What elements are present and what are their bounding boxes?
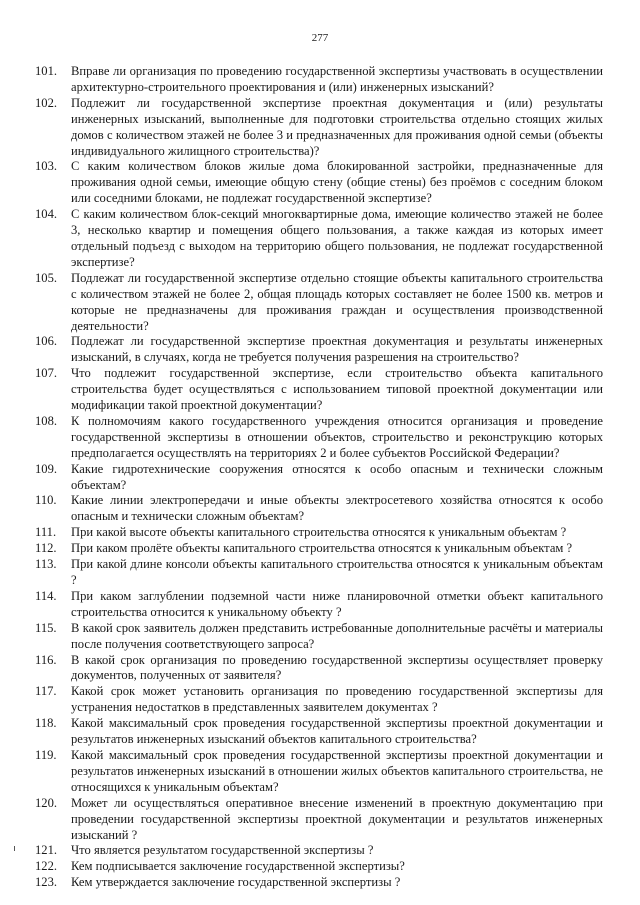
question-text: Вправе ли организация по проведению государственной экспертизы участвовать в осуществлении архитектурно-строительного проектирования и (или) инженерных изысканий? <box>71 64 603 94</box>
question-item <box>35 541 603 557</box>
question-item <box>35 557 603 589</box>
question-number: 120. <box>35 795 58 810</box>
question-text: С каким количеством блоков жилые дома блокированной застройки, предназначенные для проживания одной семьи, имеющие общую стену (общие стены) без проёмов с соседним блоком или соседними блоками, не подлежат государственной экспертизе? <box>71 159 603 206</box>
question-number: 103. <box>35 159 58 174</box>
question-text: Что подлежит государственной экспертизе, если строительство объекта капитального строительства будет осуществляться с использованием типовой проектной документации или модификации такой проектной документации? <box>71 366 603 413</box>
question-number: 105. <box>35 270 58 285</box>
question-text: При какой длине консоли объекты капитального строительства относятся к уникальным объектам ? <box>71 557 603 587</box>
question-number: 116. <box>35 652 57 667</box>
question-item <box>35 207 603 271</box>
question-item <box>35 796 603 844</box>
question-text: Подлежит ли государственной экспертизе проектная документация и (или) результаты инженерных изысканий, выполненные для подготовки строительства отдельно стоящих жилых домов с количеством этажей не более 3 и предназначенных для проживания одной семьи (объекты индивидуального жилищного строительства)? <box>71 95 603 158</box>
question-item <box>35 589 603 621</box>
question-item <box>35 271 603 335</box>
question-number: 106. <box>35 334 58 349</box>
question-text: При каком заглублении подземной части ниже планировочной отметки объект капитального строительства относится к уникальному объекту ? <box>71 588 603 619</box>
question-item <box>35 64 603 96</box>
question-text: Кем подписывается заключение государственной экспертизы? <box>71 859 405 874</box>
question-number: 115. <box>35 620 57 635</box>
question-number: 111. <box>35 525 57 540</box>
question-text: Какие гидротехнические сооружения относятся к особо опасным и технически сложным объектам? <box>71 461 603 492</box>
question-item <box>35 621 603 653</box>
question-item <box>35 716 603 748</box>
question-text: Какие линии электропередачи и иные объекты электросетевого хозяйства относятся к особо опасным и технически сложным объектам? <box>71 493 603 524</box>
question-text: Подлежат ли государственной экспертизе отдельно стоящие объекты капитального строительства с количеством этажей не более 2, общая площадь которых составляет не более 1500 кв. метров и которые не предназначены для проживания граждан и осуществления производственной деятельности? <box>71 270 603 333</box>
question-item <box>35 159 603 207</box>
question-item <box>35 493 603 525</box>
question-text: Может ли осуществляться оперативное внесение изменений в проектную документацию при проведении государственной экспертизы проектной документации и результатов инженерных изысканий ? <box>71 795 603 842</box>
question-text: С каким количеством блок-секций многоквартирные дома, имеющие количество этажей не более 3, несколько квартир и помещения общего пользования, а также каждая из которых имеет отдельный подъезд с выходом на территорию общего пользования, не подлежат государственной экспертизе? <box>71 207 603 269</box>
question-item <box>35 462 603 494</box>
question-item <box>35 684 603 716</box>
question-item <box>35 414 603 462</box>
question-item <box>35 366 603 414</box>
question-text: Что является результатом государственной экспертизы ? <box>71 843 374 858</box>
question-item <box>35 334 603 366</box>
question-text: Кем утверждается заключение государственной экспертизы ? <box>71 875 401 890</box>
question-text: Какой максимальный срок проведения государственной экспертизы проектной документации и результатов инженерных изысканий объектов капитального строительства? <box>71 716 603 747</box>
question-text: В какой срок заявитель должен представить истребованные дополнительные расчёты и материалы после получения соответствующего запроса? <box>71 620 603 651</box>
question-number: 117. <box>35 684 57 699</box>
question-text: Какой максимальный срок проведения государственной экспертизы проектной документации и результатов инженерных изысканий в отношении жилых объектов капитального строительства, не относящихся к уникальным объектам? <box>71 747 603 794</box>
question-number: 109. <box>35 461 58 476</box>
question-item <box>35 859 603 875</box>
question-number: 122. <box>35 859 58 874</box>
question-number: 104. <box>35 207 58 222</box>
question-number: 121. <box>35 843 58 858</box>
question-number: 112. <box>35 541 57 556</box>
question-item <box>35 748 603 796</box>
question-number: 110. <box>35 493 57 508</box>
question-text: Подлежат ли государственной экспертизе проектная документация и результаты инженерных изысканий, в случаях, когда не требуется получения разрешения на строительство? <box>71 334 603 365</box>
question-item <box>35 875 603 891</box>
question-number: 107. <box>35 366 58 381</box>
question-text: К полномочиям какого государственного учреждения относится организация и проведение государственной экспертизы в отношении объектов, строительство и реконструкцию которых предполагается осуществлять на территориях 2 и более субъектов Российской Федерации? <box>71 413 603 460</box>
question-text: В какой срок организация по проведению государственной экспертизы осуществляет проверку документов, полученных от заявителя? <box>71 652 603 683</box>
question-item <box>35 96 603 160</box>
scan-mark <box>14 846 15 851</box>
question-item <box>35 525 603 541</box>
question-number: 108. <box>35 413 58 428</box>
question-number: 113. <box>35 557 57 572</box>
question-text: При какой высоте объекты капитального строительства относятся к уникальным объектам ? <box>71 525 567 540</box>
question-number: 119. <box>35 747 57 762</box>
question-number: 114. <box>35 588 57 603</box>
question-number: 102. <box>35 95 58 110</box>
question-list <box>35 64 603 891</box>
question-text: Какой срок может установить организация по проведению государственной экспертизы для устранения недостатков в представленных заявителем документах ? <box>71 684 603 715</box>
question-text: При каком пролёте объекты капитального строительства относятся к уникальным объектам ? <box>71 541 573 556</box>
question-number: 101. <box>35 64 58 78</box>
question-number: 118. <box>35 716 57 731</box>
page-number: 277 <box>311 32 329 44</box>
question-item <box>35 843 603 859</box>
question-item <box>35 653 603 685</box>
question-number: 123. <box>35 875 58 890</box>
